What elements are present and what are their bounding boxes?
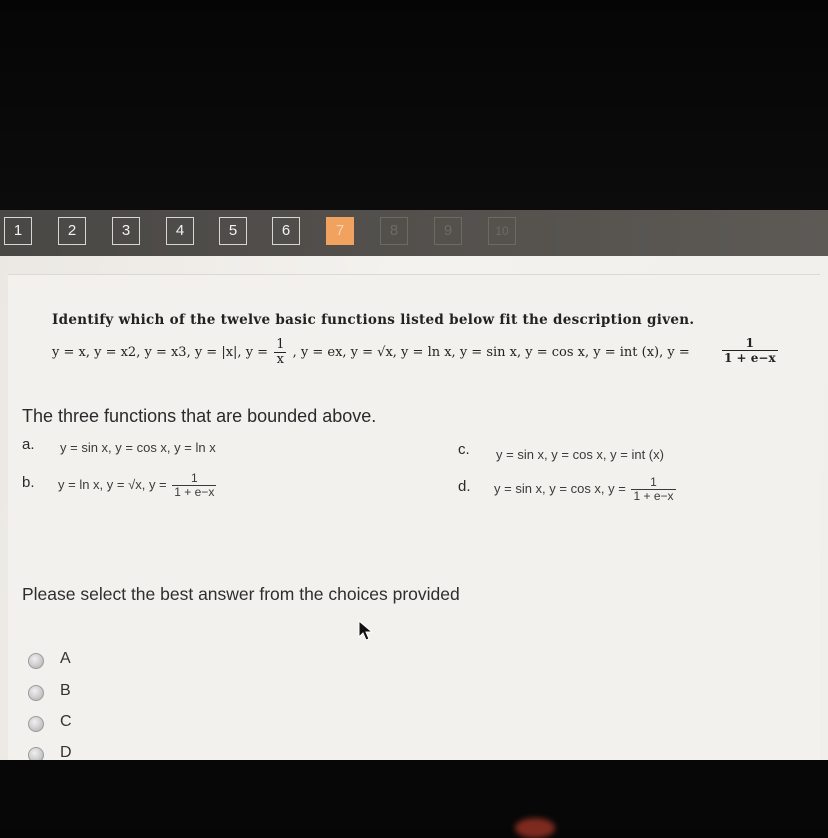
question-10-button[interactable]: 10 — [488, 217, 516, 245]
option-b-lead: y = ln x, y = √x, y = — [58, 476, 167, 492]
option-b-letter: b. — [22, 474, 35, 491]
question-prompt: The three functions that are bounded above. — [22, 406, 377, 426]
option-d-fraction — [631, 476, 675, 503]
option-a-letter: a. — [22, 436, 35, 453]
function-list-lead: y = x, y = x2, y = x3, y = |x|, y = — [52, 345, 269, 360]
radio-button-icon[interactable] — [28, 716, 44, 732]
choice-c-label: C — [60, 713, 72, 730]
logistic-numerator: 1 — [722, 336, 778, 351]
choice-c-radio[interactable] — [28, 713, 88, 735]
choice-d-radio[interactable] — [28, 744, 88, 760]
question-6-button[interactable]: 6 — [272, 217, 300, 245]
function-list-mid: , y = ex, y = √x, y = ln x, y = sin x, y = cos x, y = int (x), y = — [292, 345, 690, 360]
quiz-screen — [0, 210, 828, 760]
mouse-cursor-icon — [358, 620, 376, 647]
power-light — [515, 818, 555, 838]
option-d-text — [494, 476, 678, 503]
radio-button-icon[interactable] — [28, 747, 44, 760]
option-b-text — [58, 472, 218, 499]
option-b-fraction — [172, 472, 216, 499]
question-1-button[interactable]: 1 — [4, 217, 32, 245]
choice-a-radio[interactable] — [28, 650, 88, 672]
radio-button-icon[interactable] — [28, 685, 44, 701]
option-d-letter: d. — [458, 478, 471, 495]
reciprocal-fraction — [274, 338, 286, 367]
fraction-denominator: x — [276, 352, 285, 367]
option-b-denominator: 1 + e−x — [174, 485, 215, 499]
question-7-button[interactable]: 7 — [326, 217, 354, 245]
option-d-lead: y = sin x, y = cos x, y = — [494, 480, 626, 496]
fraction-numerator: 1 — [276, 337, 285, 352]
option-d-numerator: 1 — [631, 476, 675, 490]
option-c-letter: c. — [458, 441, 470, 458]
option-d-denominator: 1 + e−x — [633, 489, 674, 503]
logistic-denominator: 1 + e−x — [724, 351, 776, 365]
option-a-text: y = sin x, y = cos x, y = ln x — [60, 440, 216, 455]
question-3-button[interactable]: 3 — [112, 217, 140, 245]
radio-button-icon[interactable] — [28, 653, 44, 669]
option-b-numerator: 1 — [172, 472, 216, 486]
question-8-button[interactable]: 8 — [380, 217, 408, 245]
question-2-button[interactable]: 2 — [58, 217, 86, 245]
choice-a-label: A — [60, 650, 71, 667]
choice-b-label: B — [60, 682, 71, 699]
choice-d-label: D — [60, 744, 72, 760]
question-instruction: Identify which of the twelve basic functions listed below fit the description given. — [52, 312, 695, 328]
logistic-fraction — [720, 336, 780, 365]
question-4-button[interactable]: 4 — [166, 217, 194, 245]
question-nav-bar — [0, 210, 828, 256]
monitor-bezel-top — [0, 0, 828, 210]
function-list — [52, 338, 690, 367]
choice-b-radio[interactable] — [28, 682, 88, 704]
question-5-button[interactable]: 5 — [219, 217, 247, 245]
option-c-text: y = sin x, y = cos x, y = int (x) — [496, 447, 664, 462]
monitor-bezel-bottom — [0, 760, 828, 828]
select-answer-prompt: Please select the best answer from the choices provided — [22, 584, 460, 604]
question-9-button[interactable]: 9 — [434, 217, 462, 245]
